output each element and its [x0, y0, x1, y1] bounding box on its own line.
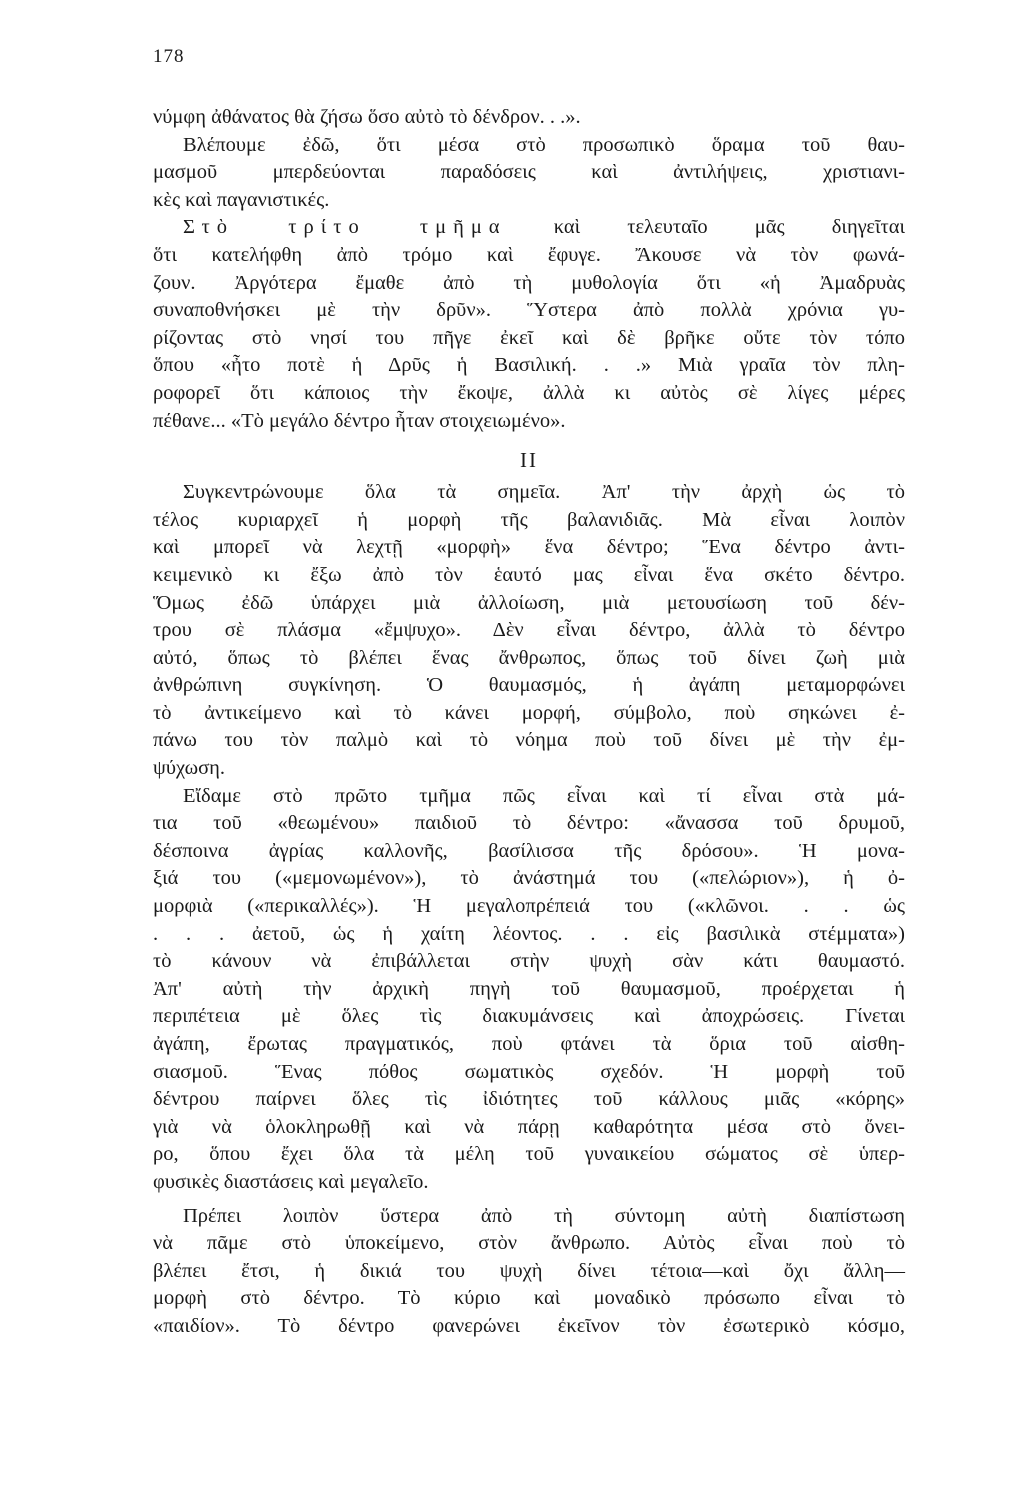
text-line: τὸ ἀντικείμενο καὶ τὸ κάνει μορφή, σύμβολο, ποὺ σηκώνει ἐ-: [153, 701, 905, 724]
text-line: κὲς καὶ παγανιστικές.: [153, 188, 330, 211]
text-line: Βλέπουμε ἐδῶ, ὅτι μέσα στὸ προσωπικὸ ὅραμα τοῦ θαυ-: [183, 133, 905, 156]
text-line: τια τοῦ «θεωμένου» παιδιοῦ τὸ δέντρο: «ἄνασσα τοῦ δρυμοῦ,: [153, 812, 905, 835]
text-line: ἀνθρώπινη συγκίνηση. Ὁ θαυμασμός, ἡ ἀγάπη μεταμορφώνει: [153, 674, 905, 697]
text-line: τρου σὲ πλάσμα «ἔμψυχο». Δὲν εἶναι δέντρο, ἀλλὰ τὸ δέντρο: [153, 619, 905, 642]
text-line: Ὅμως ἐδῶ ὑπάρχει μιὰ ἀλλοίωση, μιὰ μετουσίωση τοῦ δέν-: [153, 591, 905, 614]
text-line: ξιά του («μεμονωμένον»), τὸ ἀνάστημά του («πελώριον»), ἡ ὀ-: [153, 867, 905, 890]
section-heading: II: [520, 448, 538, 473]
text-line: Συγκεντρώνουμε ὅλα τὰ σημεῖα. Ἀπ' τὴν ἀρχὴ ὡς τὸ: [183, 481, 905, 504]
text-line: τέλος κυριαρχεῖ ἡ μορφὴ τῆς βαλανιδιᾶς. Μὰ εἶναι λοιπὸν: [153, 508, 905, 531]
text-line: συναποθνήσκει μὲ τὴν δρῦν». Ὕστερα ἀπὸ πολλὰ χρόνια γυ-: [153, 299, 905, 322]
text-line: δέσποινα ἀγρίας καλλονῆς, βασίλισσα τῆς δρόσου». Ἡ μονα-: [153, 839, 905, 862]
text-line: καὶ μπορεῖ νὰ λεχτῇ «μορφὴ» ἕνα δέντρο; Ἕνα δέντρο ἀντι-: [153, 536, 905, 559]
text-line: νύμφη ἀθάνατος θὰ ζήσω ὅσο αὐτὸ τὸ δένδρον. . .».: [153, 106, 581, 128]
text-line: σιασμοῦ. Ἕνας πόθος σωματικὸς σχεδόν. Ἡ μορφὴ τοῦ: [153, 1060, 905, 1083]
text-line: πάνω του τὸν παλμὸ καὶ τὸ νόημα ποὺ τοῦ δίνει μὲ τὴν ἐμ-: [153, 729, 905, 752]
text-line: ψύχωση.: [153, 757, 226, 780]
text-line: . . . ἀετοῦ, ὡς ἡ χαίτη λέοντος. . . εἰς βασιλικὰ στέμματα»): [153, 922, 905, 945]
text-line: μορφὴ στὸ δέντρο. Τὸ κύριο καὶ μοναδικὸ πρόσωπο εἶναι τὸ: [153, 1287, 905, 1310]
text-line: γιὰ νὰ ὁλοκληρωθῇ καὶ νὰ πάρῃ καθαρότητα μέσα στὸ ὄνει-: [153, 1115, 905, 1138]
text-line: ἀγάπη, ἔρωτας πραγματικός, ποὺ φτάνει τὰ ὅρια τοῦ αἰσθη-: [153, 1033, 905, 1055]
text-line: βλέπει ἔτσι, ἡ δικιά του ψυχὴ δίνει τέτοια—καὶ ὄχι ἄλλη—: [153, 1259, 905, 1282]
text-fragment: καὶ τελευταῖο μᾶς διηγεῖται: [506, 216, 905, 239]
text-line: [153, 214, 905, 242]
page-number: 178: [153, 46, 185, 67]
text-line: δέντρου παίρνει ὅλες τὶς ἰδιότητες τοῦ κάλλους μιᾶς «κόρης»: [153, 1088, 905, 1111]
text-line: νὰ πᾶμε στὸ ὑποκείμενο, στὸν ἄνθρωπο. Αὐτὸς εἶναι ποὺ τὸ: [153, 1232, 905, 1255]
text-line: μορφιὰ («περικαλλές»). Ἡ μεγαλοπρέπειά του («κλῶνοι. . . ὡς: [153, 895, 905, 918]
text-line: ὅπου «ἦτο ποτὲ ἡ Δρῦς ἡ Βασιλική. . .» Μιὰ γραῖα τὸν πλη-: [153, 354, 905, 377]
text-line: πέθανε... «Τὸ μεγάλο δέντρο ἦταν στοιχειωμένο».: [153, 409, 566, 432]
text-line: ρίζοντας στὸ νησί του πῆγε ἐκεῖ καὶ δὲ βρῆκε οὔτε τὸν τόπο: [153, 326, 905, 349]
text-line: περιπέτεια μὲ ὅλες τὶς διακυμάνσεις καὶ ἀποχρώσεις. Γίνεται: [153, 1005, 905, 1028]
text-line: Πρέπει λοιπὸν ὕστερα ἀπὸ τὴ σύντομη αὐτὴ διαπίστωση: [183, 1204, 905, 1227]
text-line: Εἴδαμε στὸ πρῶτο τμῆμα πῶς εἶναι καὶ τί εἶναι στὰ μά-: [183, 784, 905, 807]
text-line: ὅτι κατελήφθη ἀπὸ τρόμο καὶ ἔφυγε. Ἄκουσε νὰ τὸν φωνά-: [153, 243, 905, 266]
text-line: αὐτό, ὅπως τὸ βλέπει ἕνας ἄνθρωπος, ὅπως τοῦ δίνει ζωὴ μιὰ: [153, 646, 905, 669]
text-line: ροφορεῖ ὅτι κάποιος τὴν ἔκοψε, ἀλλὰ κι αὐτὸς σὲ λίγες μέρες: [153, 381, 905, 404]
text-line: φυσικὲς διαστάσεις καὶ μεγαλεῖο.: [153, 1170, 429, 1193]
text-line: τὸ κάνουν νὰ ἐπιβάλλεται στὴν ψυχὴ σὰν κάτι θαυμαστό.: [153, 950, 905, 973]
body-text: [153, 104, 905, 1341]
text-line: κειμενικὸ κι ἔξω ἀπὸ τὸν ἑαυτό μας εἶναι ἕνα σκέτο δέντρο.: [153, 563, 905, 586]
text-line: ρο, ὅπου ἔχει ὅλα τὰ μέλη τοῦ γυναικείου σώματος σὲ ὑπερ-: [153, 1143, 905, 1166]
text-line: «παιδίον». Τὸ δέντρο φανερώνει ἐκεῖνον τὸν ἐσωτερικὸ κόσμο,: [153, 1314, 905, 1337]
text-line: ζουν. Ἀργότερα ἔμαθε ἀπὸ τὴ μυθολογία ὅτι «ἡ Ἀμαδρυὰς: [153, 271, 905, 294]
text-line: Ἀπ' αὐτὴ τὴν ἀρχικὴ πηγὴ τοῦ θαυμασμοῦ, προέρχεται ἡ: [153, 977, 905, 1000]
text-line: μασμοῦ μπερδεύονται παραδόσεις καὶ ἀντιλήψεις, χριστιανι-: [153, 161, 905, 184]
spaced-emphasis: Στὸ τρίτο τμῆμα: [183, 216, 507, 239]
